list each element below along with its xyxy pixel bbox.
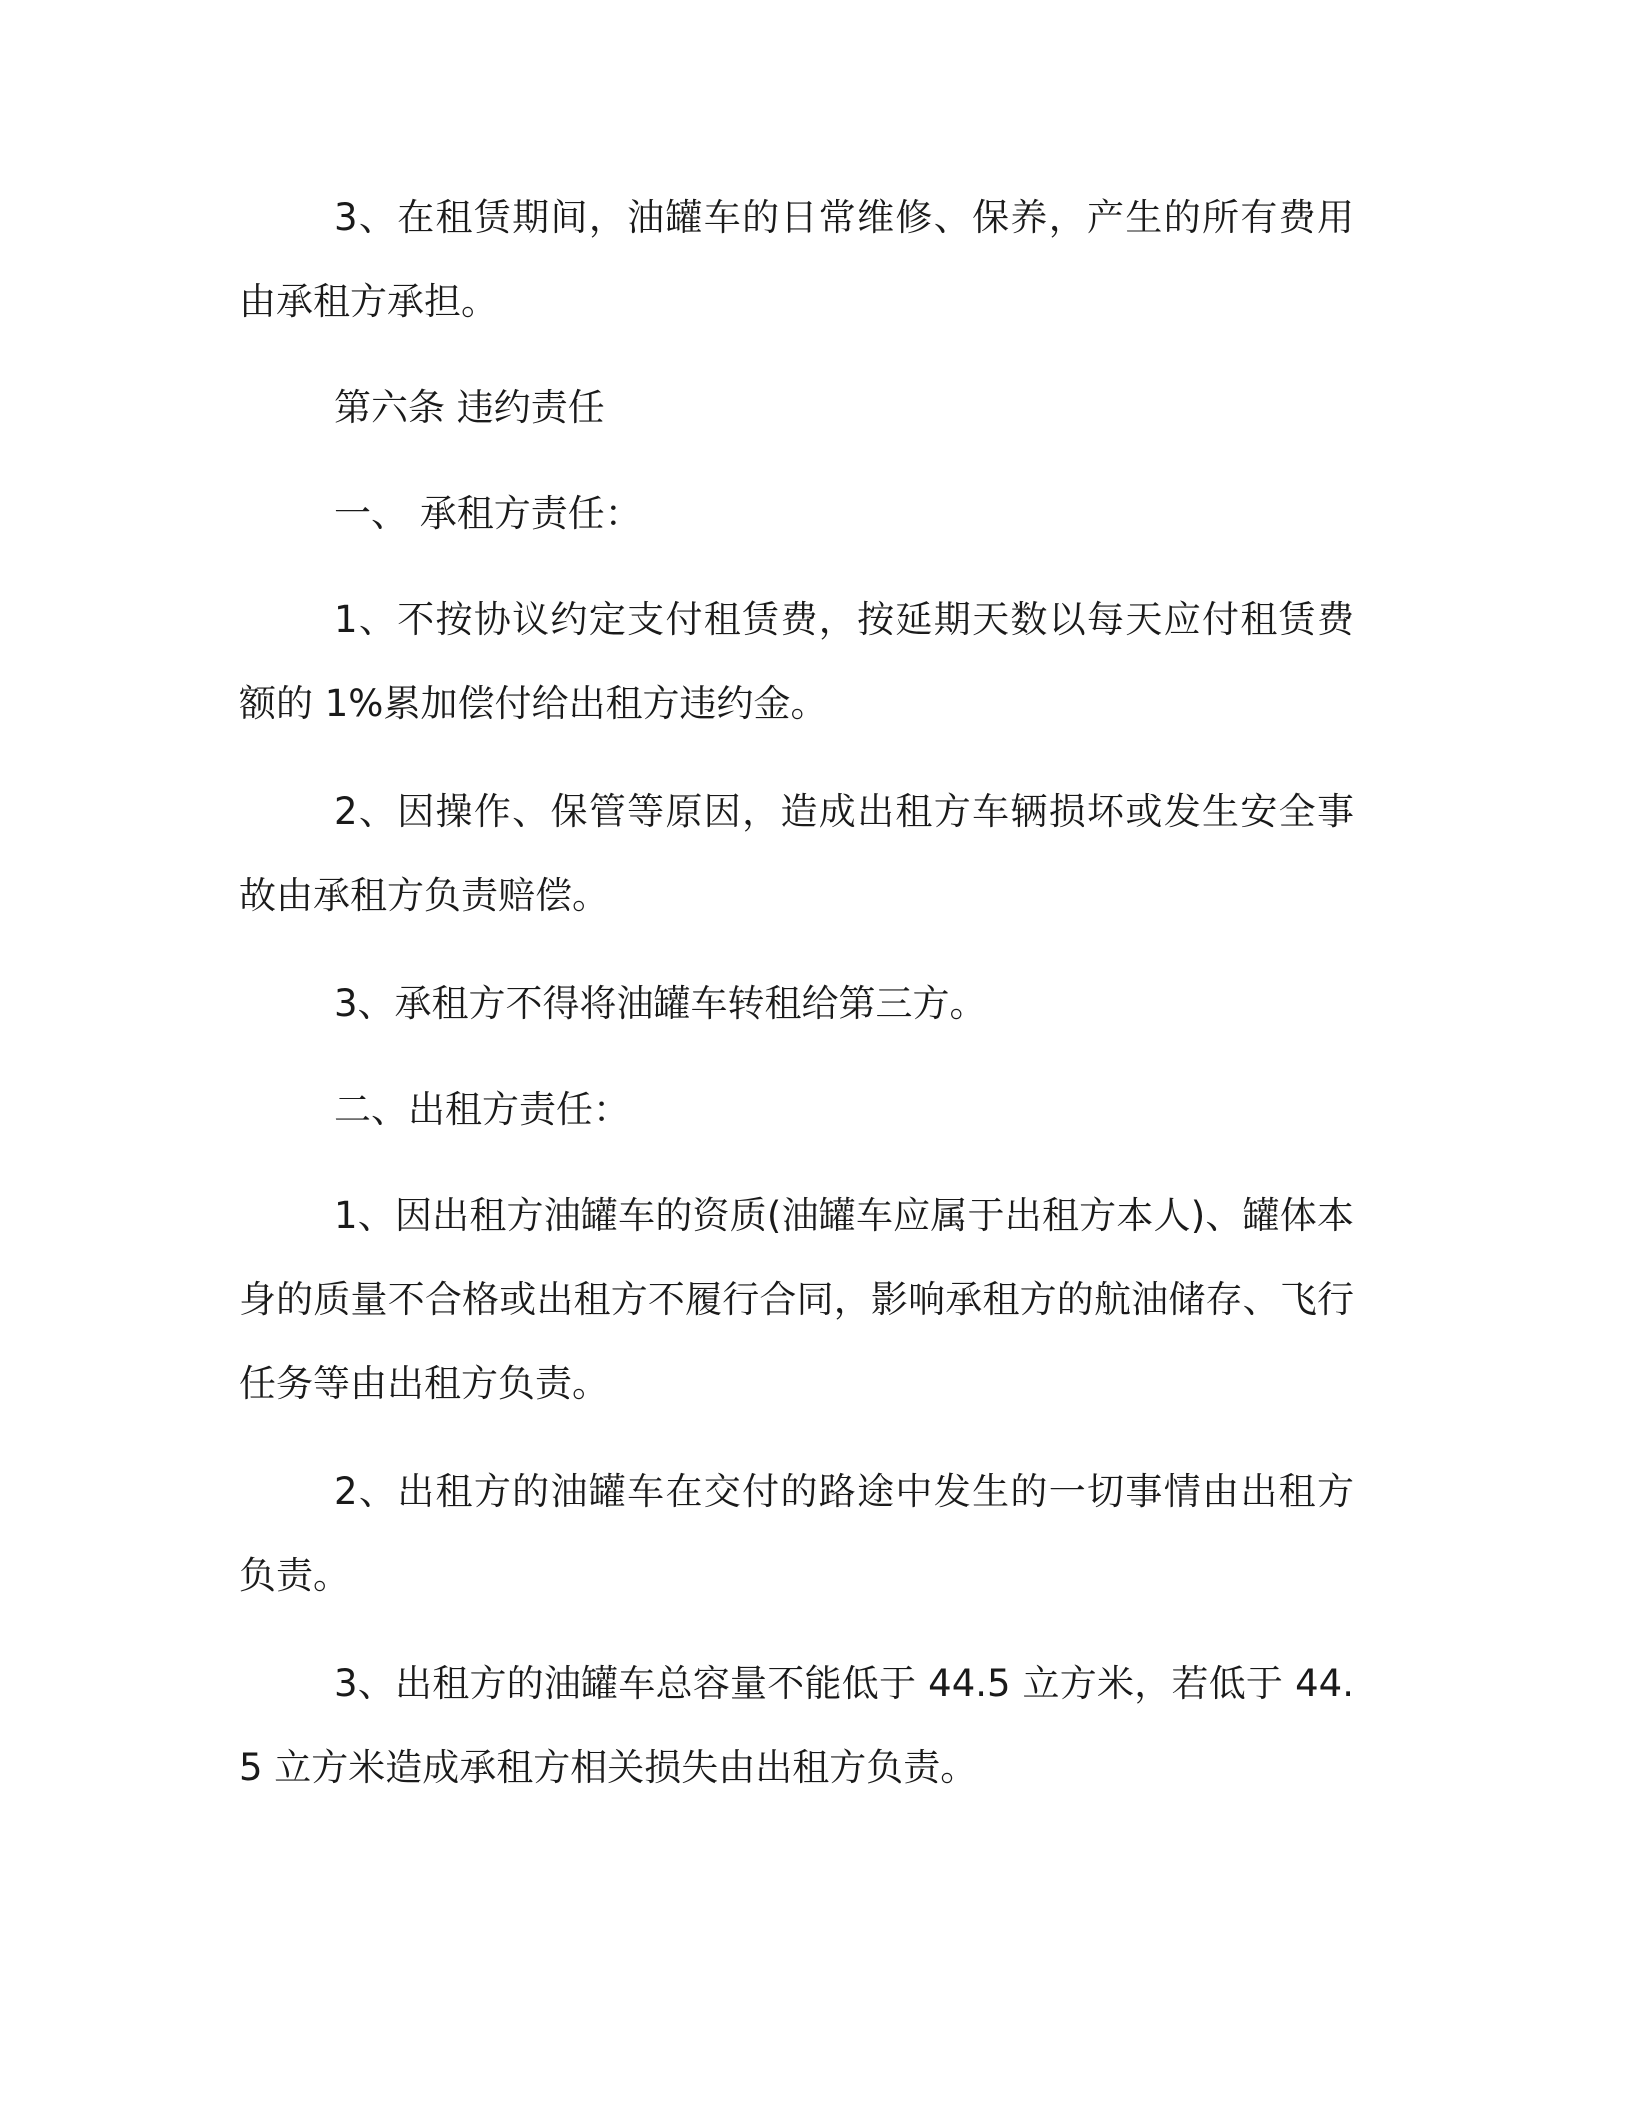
document-body: [239, 176, 1354, 1810]
section-lessee-liability-heading: 一、 承租方责任：: [334, 492, 642, 535]
clause-no-sublease: 3、承租方不得将油罐车转租给第三方。: [334, 982, 987, 1025]
clause-lessor-qualification: 1、因出租方油罐车的资质(油罐车应属于出租方本人)、罐体本身的质量不合格或出租方不履行合同，影响承租方的航油储存、飞行任务等由出租方负责。: [239, 1194, 1354, 1405]
clause-damage-compensation: 2、因操作、保管等原因，造成出租方车辆损坏或发生安全事故由承租方负责赔偿。: [239, 790, 1354, 917]
section-lessor-liability-heading: 二、出租方责任：: [334, 1088, 630, 1131]
clause-tank-capacity: 3、出租方的油罐车总容量不能低于 44.5 立方米，若低于 44.5 立方米造成承租方相关损失由出租方负责。: [239, 1662, 1354, 1789]
clause-maintenance-costs: 3、在租赁期间，油罐车的日常维修、保养，产生的所有费用由承租方承担。: [239, 196, 1354, 323]
clause-late-payment-penalty: 1、不按协议约定支付租赁费，按延期天数以每天应付租赁费额的 1%累加偿付给出租方违约金。: [239, 598, 1354, 725]
clause-delivery-liability: 2、出租方的油罐车在交付的路途中发生的一切事情由出租方负责。: [239, 1470, 1354, 1597]
article-six-heading: 第六条 违约责任: [334, 386, 605, 429]
